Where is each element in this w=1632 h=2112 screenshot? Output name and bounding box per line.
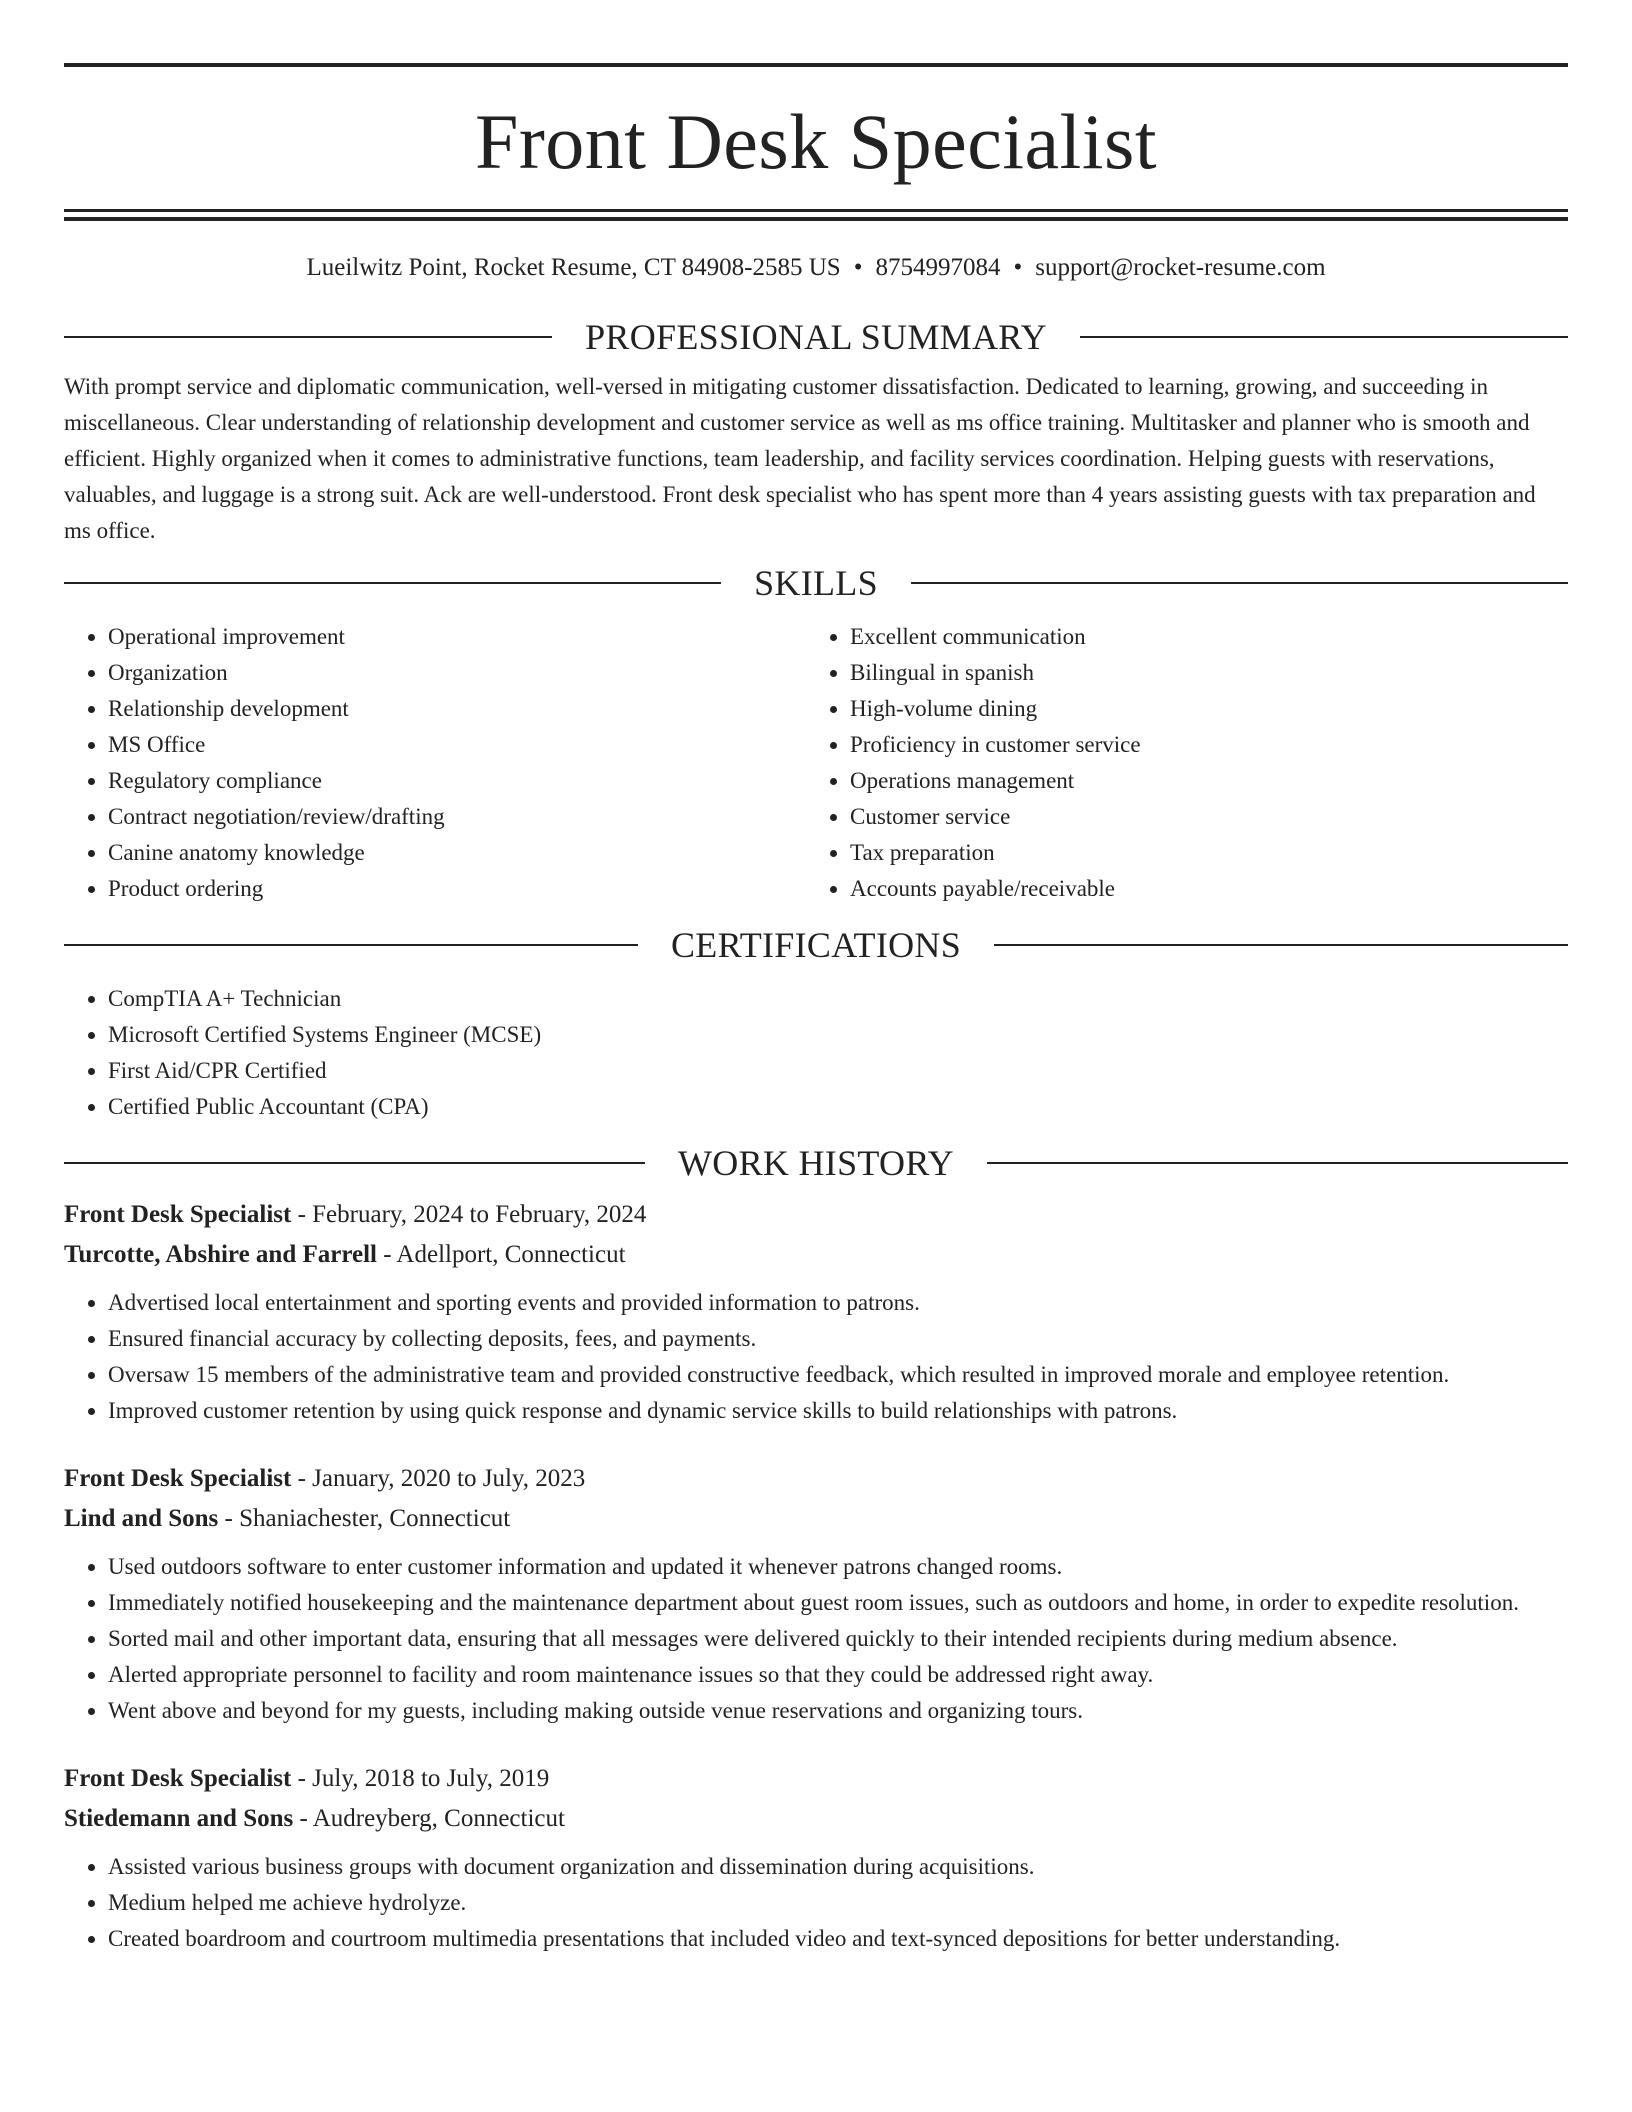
job-dates: - February, 2024 to February, 2024	[291, 1201, 647, 1228]
certifications-list	[64, 981, 1568, 1125]
job-entry	[64, 1195, 1568, 1429]
skill-item: • Contract negotiation/review/drafting	[108, 799, 806, 835]
job-company-line	[64, 1799, 1568, 1839]
job-bullet: • Created boardroom and courtroom multimedia presentations that included video and text-synced depositions for better understanding.	[108, 1921, 1568, 1957]
skills-title: SKILLS	[754, 563, 878, 603]
job-title: Front Desk Specialist	[64, 1201, 292, 1228]
heading-rule-left	[64, 1162, 645, 1164]
skill-item: • Relationship development	[108, 691, 806, 727]
summary-title: PROFESSIONAL SUMMARY	[585, 317, 1047, 357]
job-entry	[64, 1459, 1568, 1729]
skills-section-heading	[64, 565, 1568, 601]
job-bullet: • Went above and beyond for my guests, including making outside venue reservations and organizing tours.	[108, 1693, 1568, 1729]
work-section-heading	[64, 1145, 1568, 1181]
skill-item: • Canine anatomy knowledge	[108, 835, 806, 871]
job-bullet: • Oversaw 15 members of the administrative team and provided constructive feedback, which resulted in improved morale and employee retention.	[108, 1357, 1568, 1393]
job-company: Stiedemann and Sons	[64, 1805, 294, 1832]
job-bullet: • Assisted various business groups with document organization and dissemination during acquisitions.	[108, 1849, 1568, 1885]
job-title: Front Desk Specialist	[64, 1465, 292, 1492]
header-top-rule	[64, 63, 1568, 67]
heading-rule-right	[911, 582, 1568, 584]
skill-item: • Organization	[108, 655, 806, 691]
skill-item: • Operations management	[850, 763, 1568, 799]
job-title-line	[64, 1759, 1568, 1799]
heading-rule-left	[64, 944, 638, 946]
skill-item: • MS Office	[108, 727, 806, 763]
candidate-name: Front Desk Specialist	[474, 98, 1158, 185]
certifications-section-heading	[64, 927, 1568, 963]
job-bullet: • Improved customer retention by using quick response and dynamic service skills to build relationships with patrons.	[108, 1393, 1568, 1429]
job-bullets	[64, 1285, 1568, 1429]
certification-item: • First Aid/CPR Certified	[108, 1053, 1568, 1089]
skill-item: • Tax preparation	[850, 835, 1568, 871]
skill-item: • Regulatory compliance	[108, 763, 806, 799]
heading-rule-right	[1080, 336, 1568, 338]
job-bullet: • Ensured financial accuracy by collecting deposits, fees, and payments.	[108, 1321, 1568, 1357]
job-bullet: • Medium helped me achieve hydrolyze.	[108, 1885, 1568, 1921]
certifications-title: CERTIFICATIONS	[670, 925, 962, 965]
skill-item: • Operational improvement	[108, 619, 806, 655]
skill-item: • Customer service	[850, 799, 1568, 835]
job-title-line	[64, 1459, 1568, 1499]
job-location: - Audreyberg, Connecticut	[293, 1805, 565, 1832]
job-bullet: • Immediately notified housekeeping and the maintenance department about guest room issues, such as outdoors and home, in order to expedite resolution.	[108, 1585, 1568, 1621]
job-bullet: • Alerted appropriate personnel to facility and room maintenance issues so that they could be addressed right away.	[108, 1657, 1568, 1693]
heading-rule-right	[994, 944, 1568, 946]
job-company-line	[64, 1235, 1568, 1275]
certification-item: • Microsoft Certified Systems Engineer (MCSE)	[108, 1017, 1568, 1053]
certification-item: • Certified Public Accountant (CPA)	[108, 1089, 1568, 1125]
heading-rule-left	[64, 582, 721, 584]
job-location: - Adellport, Connecticut	[376, 1241, 626, 1268]
contact-line	[64, 255, 1568, 283]
contact-address: Lueilwitz Point, Rocket Resume, CT 84908-2585 US	[306, 254, 841, 281]
skills-list-right	[806, 619, 1568, 907]
contact-phone: 8754997084	[875, 254, 1001, 281]
summary-section-heading	[64, 319, 1568, 355]
contact-email[interactable]: support@rocket-resume.com	[1035, 254, 1326, 281]
skill-item: • Excellent communication	[850, 619, 1568, 655]
work-title: WORK HISTORY	[678, 1143, 954, 1183]
skills-grid	[64, 619, 1568, 907]
job-location: - Shaniachester, Connecticut	[218, 1505, 511, 1532]
job-bullets	[64, 1849, 1568, 1957]
summary-text: With prompt service and diplomatic communication, well-versed in mitigating customer dissatisfaction. Dedicated to learning, growing, and succeeding in miscellaneous. Clear understanding of relationship development and customer service as well as ms office training. Multitasker and planner who is smooth and efficient. Highly organized when it comes to administrative functions, team leadership, and facility services coordination. Helping guests with reservations, valuables, and luggage is a strong suit. Ack are well-understood. Front desk specialist who has spent more than 4 years assisting guests with tax preparation and ms office.	[64, 374, 1536, 543]
skill-item: • High-volume dining	[850, 691, 1568, 727]
heading-rule-right	[987, 1162, 1568, 1164]
job-company-line	[64, 1499, 1568, 1539]
job-dates: - July, 2018 to July, 2019	[291, 1765, 550, 1792]
job-company: Turcotte, Abshire and Farrell	[64, 1241, 377, 1268]
heading-rule-left	[64, 336, 552, 338]
contact-separator: •	[1013, 254, 1023, 281]
header-double-rule	[64, 209, 1568, 221]
job-bullet: • Sorted mail and other important data, ensuring that all messages were delivered quickly to their intended recipients during medium absence.	[108, 1621, 1568, 1657]
job-entry	[64, 1759, 1568, 1957]
skill-item: • Bilingual in spanish	[850, 655, 1568, 691]
job-company: Lind and Sons	[64, 1505, 219, 1532]
certification-item: • CompTIA A+ Technician	[108, 981, 1568, 1017]
skill-item: • Product ordering	[108, 871, 806, 907]
skills-list-left	[64, 619, 806, 907]
job-title-line	[64, 1195, 1568, 1235]
job-dates: - January, 2020 to July, 2023	[291, 1465, 586, 1492]
skill-item: • Accounts payable/receivable	[850, 871, 1568, 907]
job-title: Front Desk Specialist	[64, 1765, 292, 1792]
job-bullet: • Used outdoors software to enter customer information and updated it whenever patrons changed rooms.	[108, 1549, 1568, 1585]
job-bullets	[64, 1549, 1568, 1729]
skill-item: • Proficiency in customer service	[850, 727, 1568, 763]
job-bullet: • Advertised local entertainment and sporting events and provided information to patrons.	[108, 1285, 1568, 1321]
contact-separator: •	[853, 254, 863, 281]
